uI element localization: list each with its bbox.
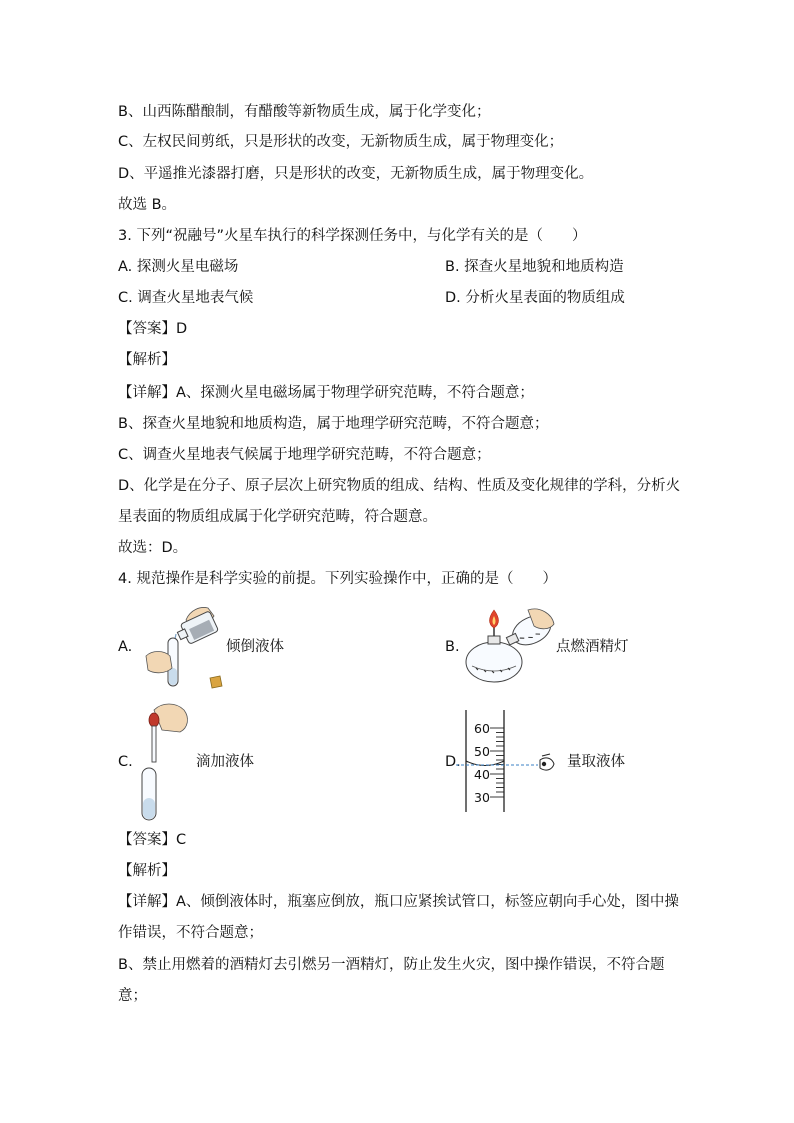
q3-option-b: B. 探查火星地貌和地质构造 — [445, 259, 624, 275]
q3-option-a: A. 探测火星电磁场 — [118, 259, 239, 275]
q4-option-a-letter: A. — [118, 639, 133, 655]
pouring-liquid-figure — [138, 598, 230, 694]
q4-detail-line: 作错误，不符合题意； — [118, 925, 263, 941]
q4-option-c-letter: C. — [118, 754, 133, 770]
q3-answer: 【答案】D — [118, 321, 188, 337]
q3-detail-line: D、化学是在分子、原子层次上研究物质的组成、结构、性质及变化规律的学科，分析火 — [118, 478, 681, 494]
dropping-liquid-figure — [136, 700, 196, 822]
lighting-alcohol-lamp-figure — [462, 604, 556, 688]
q4-analysis-heading: 【解析】 — [118, 863, 176, 879]
q4-detail-line: B、禁止用燃着的酒精灯去引燃另一酒精灯，防止发生火灾，图中操作错误，不符合题 — [118, 957, 665, 973]
q3-detail-line: C、调查火星地表气候属于地理学研究范畴，不符合题意； — [118, 447, 491, 463]
cylinder-tick-label: 60 — [474, 721, 490, 736]
question-4-stem: 4. 规范操作是科学实验的前提。下列实验操作中，正确的是（ ） — [118, 571, 557, 587]
q3-detail-line: 星表面的物质组成属于化学研究范畴，符合题意。 — [118, 509, 437, 525]
cylinder-tick-label: 30 — [474, 790, 490, 805]
q3-option-c: C. 调查火星地表气候 — [118, 290, 254, 306]
q4-option-d-caption: 量取液体 — [567, 754, 625, 770]
q3-detail-line: B、探查火星地貌和地质构造，属于地理学研究范畴，不符合题意； — [118, 416, 549, 432]
q4-option-a-caption: 倾倒液体 — [226, 639, 284, 655]
text-line: D、平遥推光漆器打磨，只是形状的改变，无新物质生成，属于物理变化。 — [118, 166, 594, 182]
q3-option-d: D. 分析火星表面的物质组成 — [445, 290, 625, 306]
q4-option-b-letter: B. — [445, 639, 460, 655]
text-line: B、山西陈醋酿制，有醋酸等新物质生成，属于化学变化； — [118, 104, 491, 120]
cylinder-tick-label: 40 — [474, 767, 490, 782]
q3-analysis-heading: 【解析】 — [118, 352, 176, 368]
q4-answer: 【答案】C — [118, 832, 187, 848]
text-line: C、左权民间剪纸，只是形状的改变，无新物质生成，属于物理变化； — [118, 134, 564, 150]
question-3-stem: 3. 下列“祝融号”火星车执行的科学探测任务中，与化学有关的是（ ） — [118, 228, 587, 244]
q4-option-d-letter: D. — [445, 754, 461, 770]
q4-option-c-caption: 滴加液体 — [196, 754, 254, 770]
q4-detail-line: 【详解】A、倾倒液体时，瓶塞应倒放，瓶口应紧挨试管口，标签应朝向手心处，图中操 — [118, 894, 679, 910]
q3-detail-line: 故选：D。 — [118, 540, 188, 556]
q4-detail-line: 意； — [118, 988, 147, 1004]
text-line: 故选 B。 — [118, 197, 177, 213]
q3-detail-line: 【详解】A、探测火星电磁场属于物理学研究范畴，不符合题意； — [118, 385, 534, 401]
cylinder-tick-label: 50 — [474, 744, 490, 759]
measuring-cylinder-figure — [456, 708, 566, 816]
q4-option-b-caption: 点燃酒精灯 — [556, 639, 629, 655]
